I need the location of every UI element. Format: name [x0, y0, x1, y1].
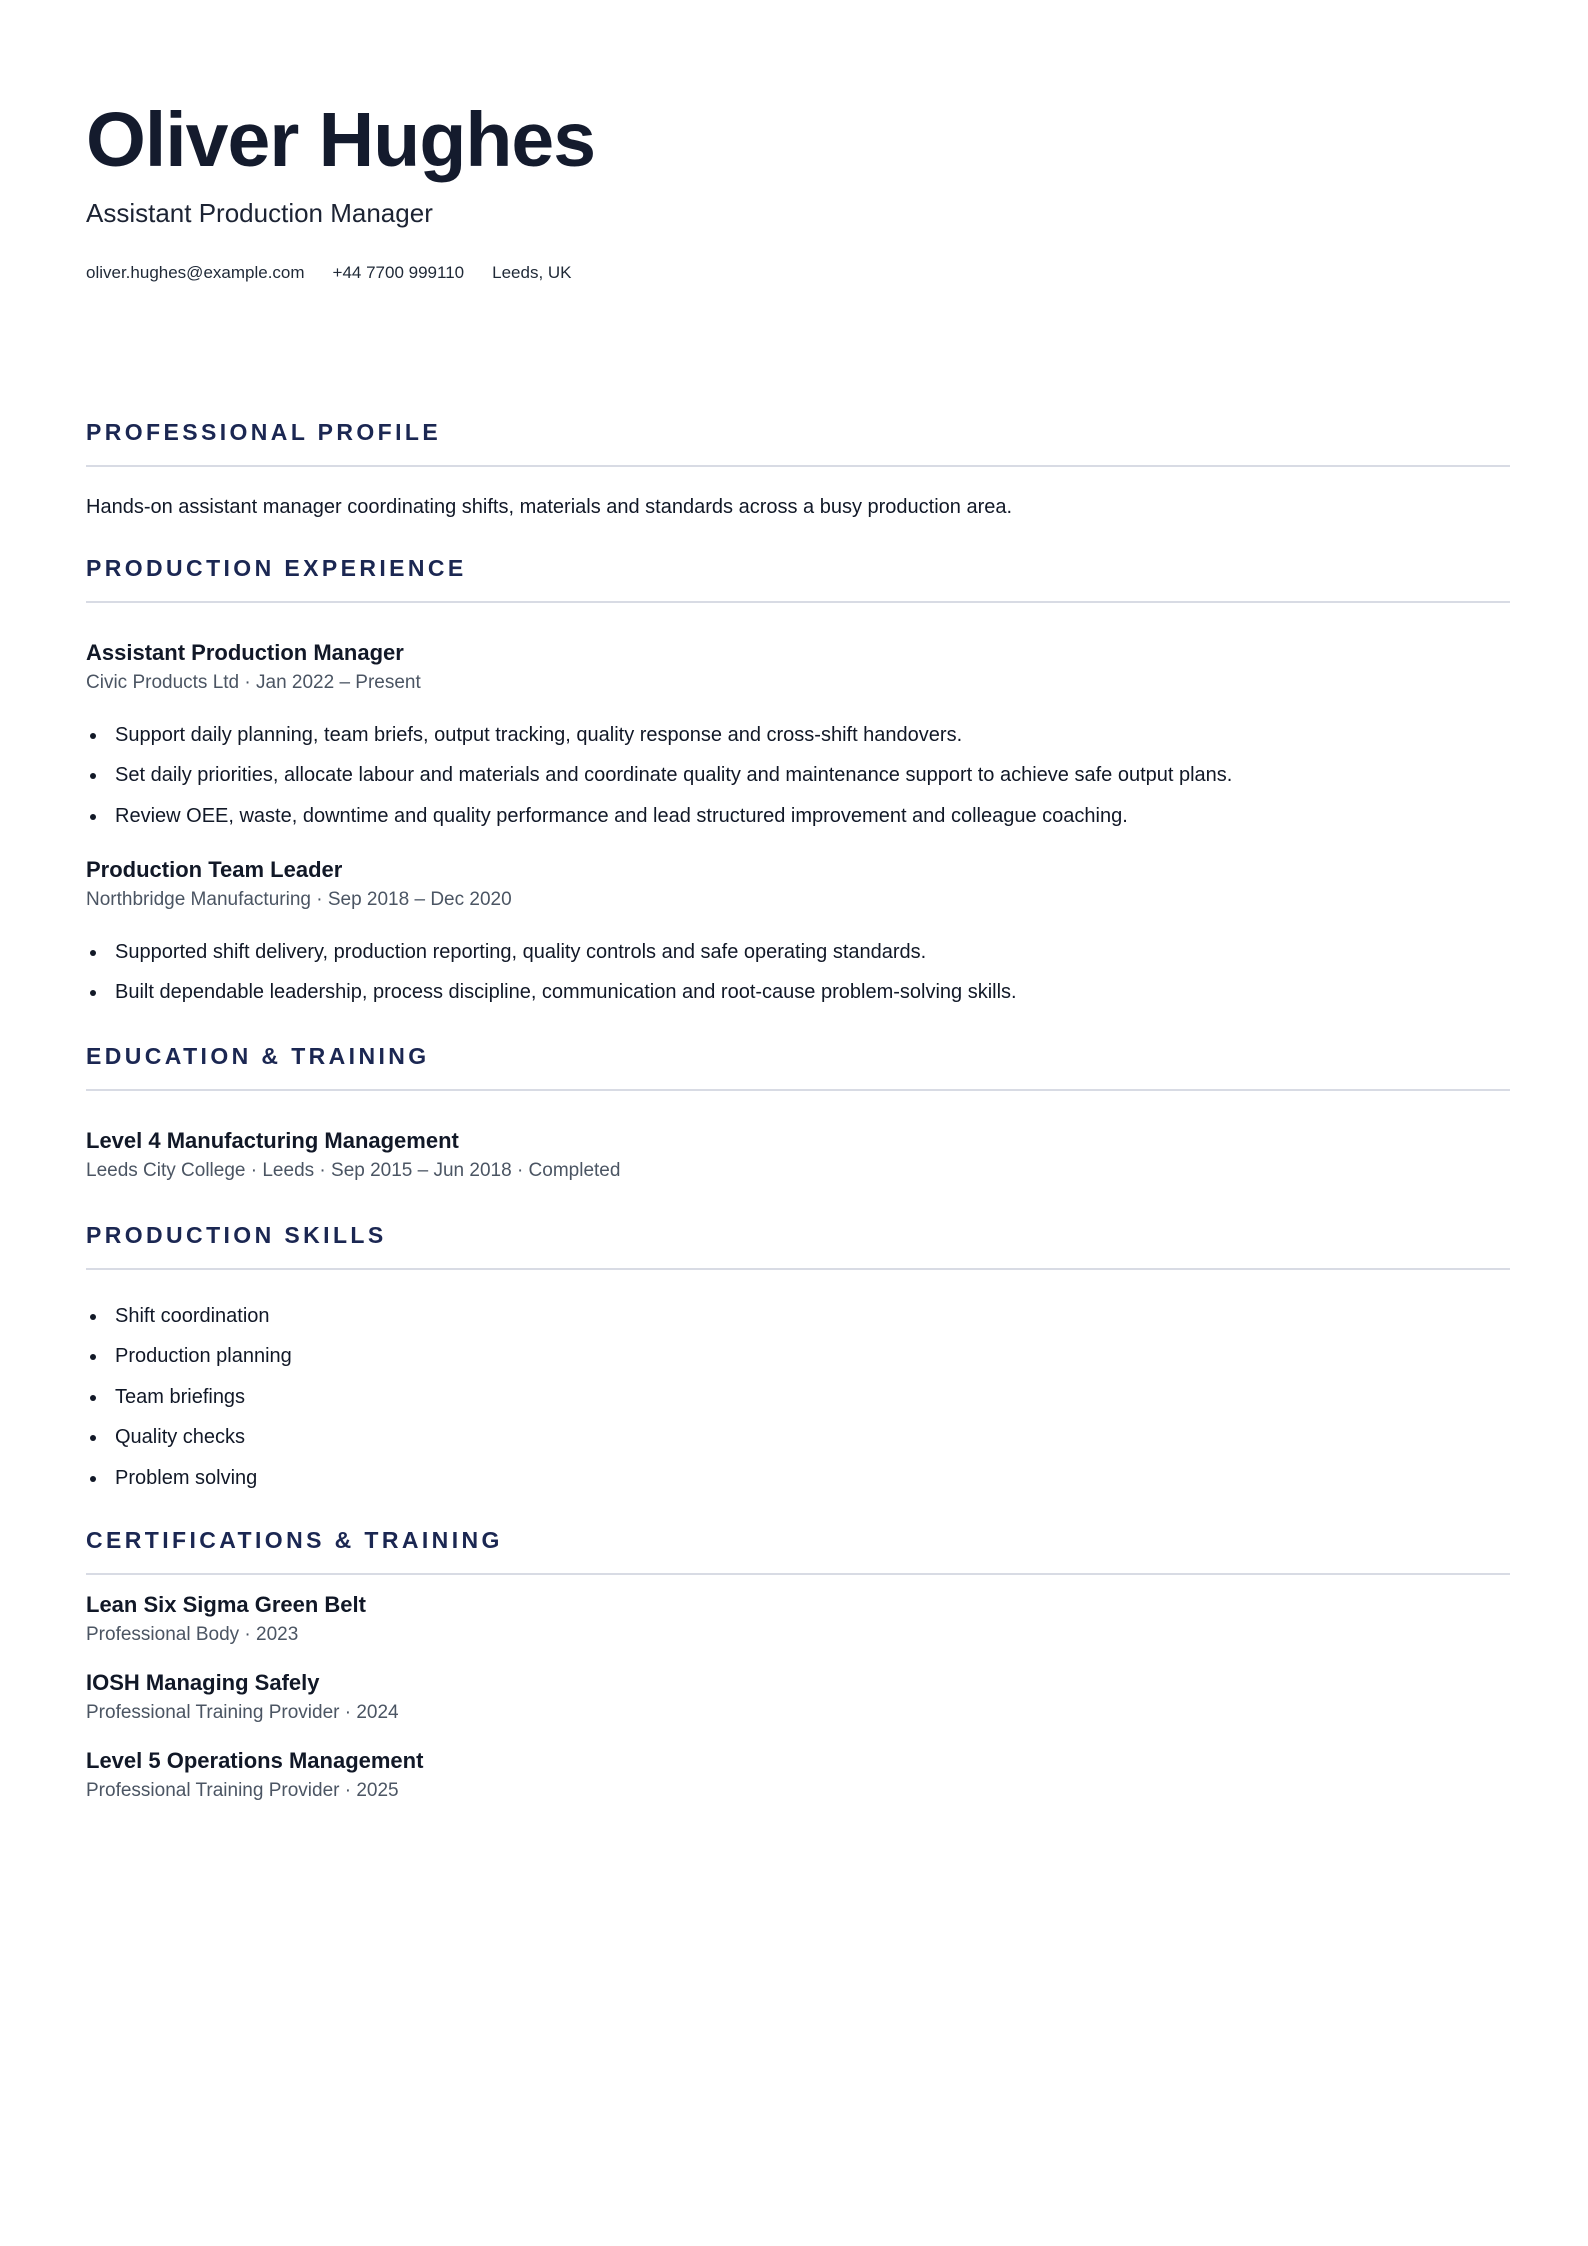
job-bullet: Review OEE, waste, downtime and quality performance and lead structured improvement and colleague coaching. — [86, 802, 1232, 842]
certification-title: IOSH Managing Safely — [86, 1670, 320, 1695]
contact-line — [86, 261, 572, 285]
certification-title: Lean Six Sigma Green Belt — [86, 1592, 366, 1617]
skills-section — [86, 1220, 1510, 1500]
job-title: Production Team Leader — [86, 857, 343, 882]
section-heading: CERTIFICATIONS & TRAINING — [86, 1527, 503, 1553]
job-bullet: Set daily priorities, allocate labour and materials and coordinate quality and maintenance support to achieve safe output plans. — [86, 761, 1232, 801]
contact-email[interactable]: oliver.hughes@example.com — [86, 263, 305, 282]
skill-item: Production planning — [86, 1342, 292, 1382]
section-heading: PRODUCTION EXPERIENCE — [86, 555, 467, 581]
job-meta: Civic Products Ltd · Jan 2022 – Present — [86, 672, 421, 693]
candidate-role: Assistant Production Manager — [86, 198, 433, 228]
section-divider — [86, 1573, 1510, 1575]
job-meta: Northbridge Manufacturing · Sep 2018 – Dec 2020 — [86, 889, 512, 910]
contact-phone[interactable]: +44 7700 999110 — [332, 263, 465, 282]
skills-list — [86, 1302, 292, 1504]
candidate-name: Oliver Hughes — [86, 97, 596, 183]
section-divider — [86, 1268, 1510, 1270]
experience-section — [86, 553, 1510, 1013]
certification-meta: Professional Training Provider · 2025 — [86, 1780, 399, 1801]
profile-section — [86, 417, 1510, 467]
skill-item: Shift coordination — [86, 1302, 292, 1342]
job-bullets — [86, 938, 1017, 1019]
contact-location: Leeds, UK — [492, 263, 572, 282]
job-bullet: Support daily planning, team briefs, output tracking, quality response and cross-shift handovers. — [86, 721, 1232, 761]
certification-meta: Professional Training Provider · 2024 — [86, 1702, 399, 1723]
profile-text: Hands-on assistant manager coordinating shifts, materials and standards across a busy production area. — [86, 496, 1013, 518]
section-heading: PRODUCTION SKILLS — [86, 1222, 387, 1248]
job-bullets — [86, 721, 1232, 842]
skill-item: Quality checks — [86, 1423, 292, 1463]
section-divider — [86, 465, 1510, 467]
education-title: Level 4 Manufacturing Management — [86, 1128, 459, 1153]
job-bullet: Supported shift delivery, production reporting, quality controls and safe operating standards. — [86, 938, 1017, 978]
skill-item: Problem solving — [86, 1464, 292, 1504]
certifications-section — [86, 1525, 1510, 1825]
section-heading: PROFESSIONAL PROFILE — [86, 419, 442, 445]
certification-title: Level 5 Operations Management — [86, 1748, 424, 1773]
certification-meta: Professional Body · 2023 — [86, 1624, 299, 1645]
education-section — [86, 1041, 1510, 1191]
education-meta: Leeds City College · Leeds · Sep 2015 – Jun 2018 · Completed — [86, 1160, 621, 1181]
section-divider — [86, 601, 1510, 603]
skill-item: Team briefings — [86, 1383, 292, 1423]
job-title: Assistant Production Manager — [86, 640, 404, 665]
job-bullet: Built dependable leadership, process discipline, communication and root-cause problem-solving skills. — [86, 978, 1017, 1018]
section-divider — [86, 1089, 1510, 1091]
section-heading: EDUCATION & TRAINING — [86, 1043, 430, 1069]
